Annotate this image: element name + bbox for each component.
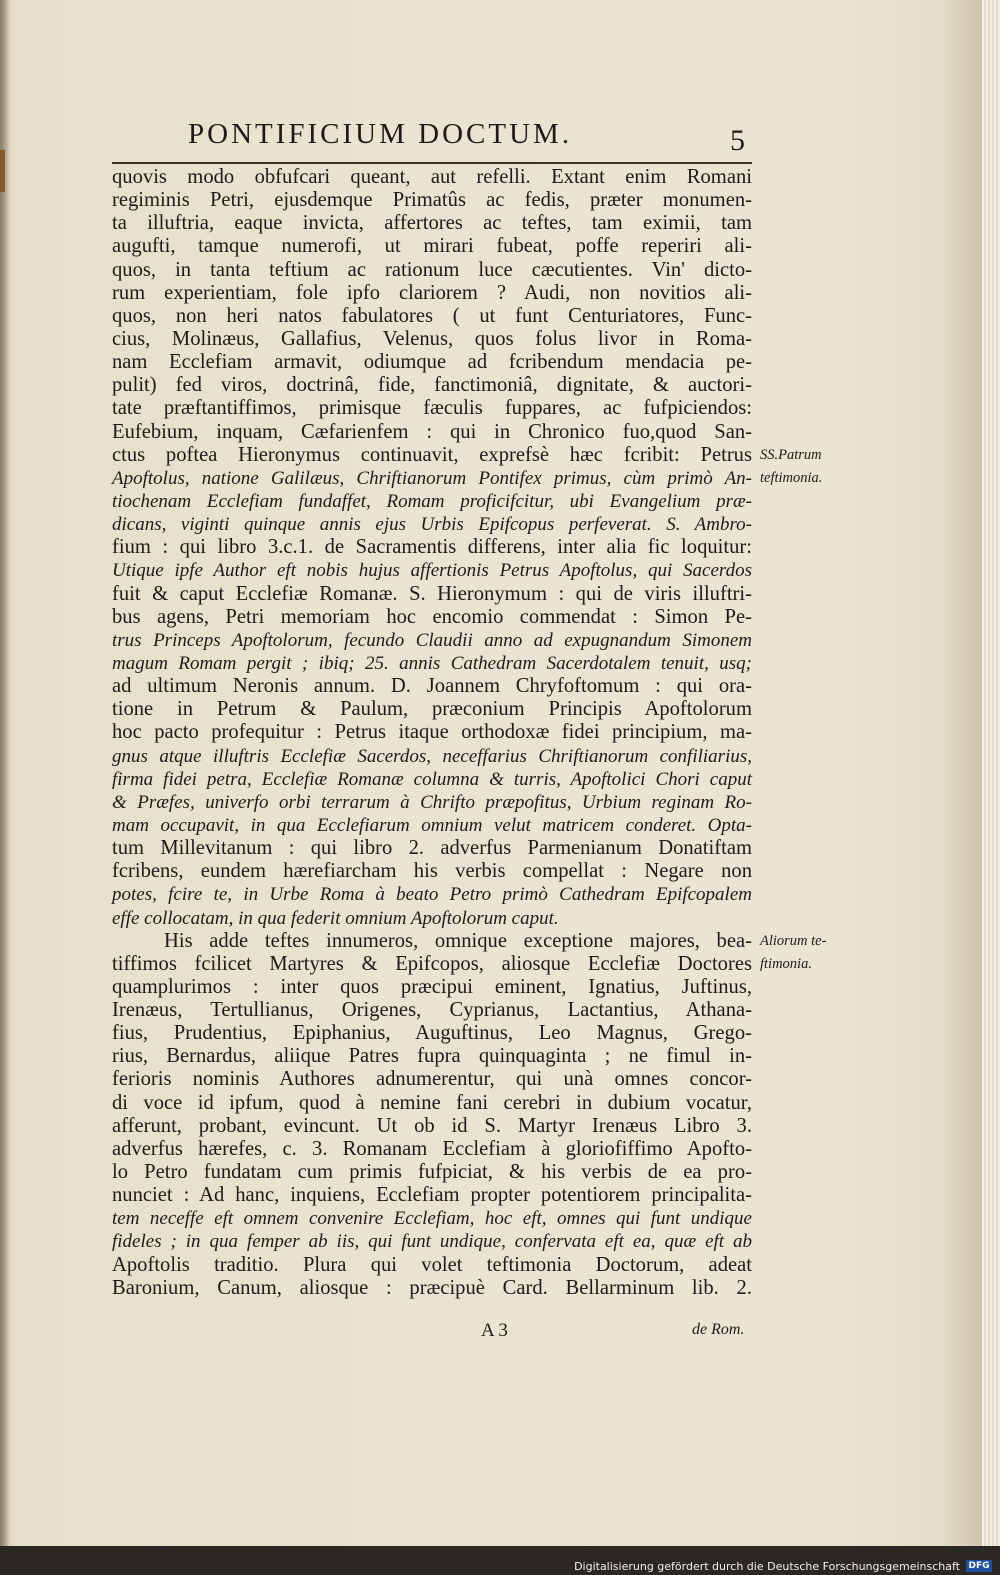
- page-fore-edge: [982, 0, 1000, 1546]
- text-line: & Præfes, univerfo orbi terrarum à Chrifto præpofitus, Urbium reginam Ro-: [112, 791, 752, 813]
- text-line: ta illuftria, eaque invicta, affertores ac teftes, tam eximii, tam: [112, 212, 752, 235]
- text-line: fuit & caput Ecclefiæ Romanæ. S. Hieronymum : qui de viris illuftri-: [112, 582, 752, 605]
- text-line: Apoftolus, natione Galilæus, Chriftianorum Pontifex primus, cùm primò An-: [112, 467, 752, 489]
- text-line: gnus atque illuftris Ecclefiæ Sacerdos, neceffarius Chriftianorum confiliarius,: [112, 745, 752, 767]
- header-rule: [112, 162, 752, 164]
- margin-note: ftimonia.: [760, 956, 812, 973]
- text-line: nunciet : Ad hanc, inquiens, Ecclefiam propter potentiorem principalita-: [112, 1184, 752, 1207]
- text-line: quamplurimos : inter quos præcipui eminent, Ignatius, Juftinus,: [112, 975, 752, 998]
- text-line: magum Romam pergit ; ibiq; 25. annis Cathedram Sacerdotalem tenuit, usq;: [112, 652, 752, 674]
- text-line: tione in Petrum & Paulum, præconium Principis Apoftolorum: [112, 698, 752, 721]
- text-line: Irenæus, Tertullianus, Origenes, Cyprianus, Lactantius, Athana-: [112, 999, 752, 1022]
- text-line: lo Petro fundatam cum primis fufpiciat, & his verbis de ea pro-: [112, 1161, 752, 1184]
- text-line: fideles ; in qua femper ab iis, qui funt undique, confervata eft ea, quæ eft ab: [112, 1231, 752, 1253]
- margin-note: SS.Patrum: [760, 446, 822, 463]
- text-line: adverfus hærefes, c. 3. Romanam Ecclefiam à gloriofiffimo Apofto-: [112, 1137, 752, 1160]
- text-line: tiffimos fcilicet Martyres & Epifcopos, aliosque Ecclefiæ Doctores: [112, 952, 752, 975]
- running-head: PONTIFICIUM DOCTUM.: [188, 118, 573, 150]
- text-line: Eufebium, inquam, Cæfarienfem : qui in Chronico fuo,quod San-: [112, 420, 752, 443]
- catchword: de Rom.: [692, 1321, 745, 1338]
- text-line: tem neceffe eft omnem convenire Ecclefiam, hoc eft, omnes qui funt undique: [112, 1208, 752, 1230]
- page-number: 5: [730, 124, 745, 157]
- signature-mark: A 3: [481, 1320, 508, 1341]
- text-line: effe collocatam, in qua federit omnium Apoftolorum caput.: [112, 907, 559, 929]
- text-line: trus Princeps Apoftolorum, fecundo Claudii anno ad expugnandum Simonem: [112, 629, 752, 651]
- text-line: nam Ecclefiam armavit, odiumque ad fcribendum mendacia pe-: [112, 351, 752, 374]
- text-line: fcribens, eundem hærefiarcham his verbis compellat : Negare non: [112, 860, 752, 883]
- dfg-logo-icon: DFG: [966, 1560, 992, 1572]
- text-line: rum experientiam, fole ipfo clariorem ? Audi, non novitios ali-: [112, 281, 752, 304]
- text-line: pulit) fed viros, doctrinâ, fide, fanctimoniâ, dignitate, & auctori-: [112, 374, 752, 397]
- text-line: ctus poftea Hieronymus continuavit, exprefsè hæc fcribit: Petrus: [112, 443, 752, 466]
- text-line: tiochenam Ecclefiam fundaffet, Romam proficifcitur, ubi Evangelium præ-: [112, 490, 752, 512]
- margin-note: Aliorum te-: [760, 932, 827, 949]
- margin-note: teftimonia.: [760, 469, 823, 486]
- text-line: quovis modo obfufcari queant, aut refelli. Extant enim Romani: [112, 166, 752, 188]
- text-line: Utique ipfe Author eft nobis hujus affertionis Petrus Apoftolus, qui Sacerdos: [112, 560, 752, 582]
- text-line: ferioris nominis Authores adnumerentur, qui unà omnes concor-: [112, 1068, 752, 1091]
- text-line: tum Millevitanum : qui libro 2. adverfus Parmenianum Donatiftam: [112, 837, 752, 860]
- footer-credit: Digitalisierung gefördert durch die Deutsche Forschungsgemeinschaft: [574, 1560, 960, 1573]
- text-line: quos, in tanta teftium ac rationum luce cæcutientes. Vin' dicto-: [112, 258, 752, 281]
- text-line: fius, Prudentius, Epiphanius, Auguftinus, Leo Magnus, Grego-: [112, 1022, 752, 1045]
- page-tab-mark: [0, 150, 5, 192]
- text-line: bus agens, Petri memoriam hoc encomio commendat : Simon Pe-: [112, 605, 752, 628]
- text-line: dicans, viginti quinque annis ejus Urbis Epifcopus perfeverat. S. Ambro-: [112, 514, 752, 536]
- text-line: mam occupavit, in qua Ecclefiarum omnium velut matricem conderet. Opta-: [112, 814, 752, 836]
- text-line: fium : qui libro 3.c.1. de Sacramentis differens, inter alia fic loquitur:: [112, 536, 752, 559]
- text-line: potes, fcire te, in Urbe Roma à beato Petro primò Cathedram Epifcopalem: [112, 884, 752, 906]
- text-line: tate præftantiffimos, primisque fæculis fuppares, ac fufpiciendos:: [112, 397, 752, 420]
- gutter-shadow: [0, 0, 10, 1546]
- text-line: ad ultimum Neronis annum. D. Joannem Chryfoftomum : qui ora-: [112, 675, 752, 698]
- text-line: cius, Molinæus, Gallafius, Velenus, quos folus livor in Roma-: [112, 327, 752, 350]
- body-text: [112, 166, 752, 1300]
- text-line: firma fidei petra, Ecclefiæ Romanæ columna & turris, Apoftolici Chori caput: [112, 768, 752, 790]
- text-line: His adde teftes innumeros, omnique exceptione majores, bea-: [164, 929, 752, 952]
- text-line: Apoftolis traditio. Plura qui volet teftimonia Doctorum, adeat: [112, 1253, 752, 1276]
- text-line: regiminis Petri, ejusdemque Primatûs ac fedis, præter monumen-: [112, 189, 752, 212]
- text-line: afferunt, probant, evincunt. Ut ob id S. Martyr Irenæus Libro 3.: [112, 1114, 752, 1137]
- text-line: rius, Bernardus, aliique Patres fupra quinquaginta ; ne fimul in-: [112, 1045, 752, 1068]
- text-line: quos, non heri natos fabulatores ( ut funt Centuriatores, Func-: [112, 304, 752, 327]
- text-line: hoc pacto profequitur : Petrus itaque orthodoxæ fidei principium, ma-: [112, 721, 752, 744]
- text-line: di voce id ipfum, quod à nemine fani cerebri in dubium vocatur,: [112, 1091, 752, 1114]
- text-line: Baronium, Canum, aliosque : præcipuè Card. Bellarminum lib. 2.: [112, 1276, 752, 1299]
- text-line: augufti, tamque numerofi, ut mirari fubeat, poffe reperiri ali-: [112, 235, 752, 258]
